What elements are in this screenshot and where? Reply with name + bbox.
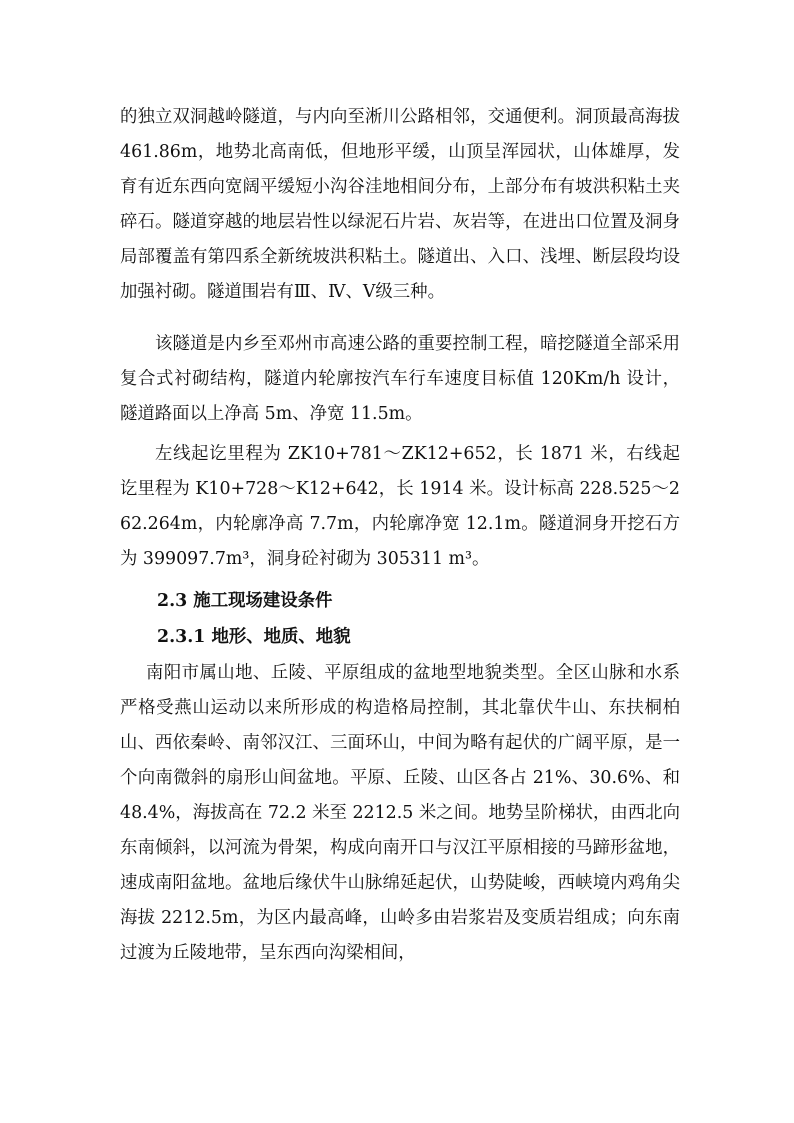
paragraph-tunnel-mileage: 左线起讫里程为 ZK10+781～ZK12+652，长 1871 米，右线起讫里程为 K10+728～K12+642，长 1914 米。设计标高 228.525～262.264m，内轮廓净高 7.7m，内轮廓净宽 12.1m。隧道洞身开挖石方为 399097.7m³，洞身砼衬砌为 305311 m³。 [120, 444, 680, 569]
section-heading-2-3: 2.3 施工现场建设条件 [157, 591, 333, 611]
subsection-heading-2-3-1: 2.3.1 地形、地质、地貌 [157, 627, 351, 647]
paragraph-terrain: 南阳市属山地、丘陵、平原组成的盆地型地貌类型。全区山脉和水系严格受燕山运动以来所形成的构造格局控制，其北靠伏牛山、东扶桐柏山、西依秦岭、南邻汉江、三面环山，中间为略有起伏的广阔平原，是一个向南微斜的扇形山间盆地。平原、丘陵、山区各占 21%、30.6%、和 48.4%，海拔高在 72.2 米至 2212.5 米之间。地势呈阶梯状，由西北向东南倾斜，以河流为骨架，构成向南开口与汉江平原相接的马蹄形盆地，速成南阳盆地。盆地后缘伏牛山脉绵延起伏，山势陡峻，西峡境内鸡角尖海拔 2212.5m，为区内最高峰，山岭多由岩浆岩及变质岩组成；向东南过渡为丘陵地带，呈东西向沟梁相间， [120, 663, 680, 963]
paragraph-tunnel-overview: 的独立双洞越岭隧道，与内向至淅川公路相邻，交通便利。洞顶最高海拔 461.86m，地势北高南低，但地形平缓，山顶呈浑园状，山体雄厚，发育有近东西向宽阔平缓短小沟谷洼地相间分布，上部分布有坡洪积粘土夹碎石。隧道穿越的地层岩性以绿泥石片岩、灰岩等，在进出口位置及洞身局部覆盖有第四系全新统坡洪积粘土。隧道出、入口、浅埋、断层段均设加强衬砌。隧道围岩有Ⅲ、Ⅳ、Ⅴ级三种。 [120, 107, 680, 302]
paragraph-tunnel-structure: 该隧道是内乡至邓州市高速公路的重要控制工程，暗挖隧道全部采用复合式衬砌结构，隧道内轮廓按汽车行车速度目标值 120Km/h 设计，隧道路面以上净高 5m、净宽 11.5m。 [120, 334, 680, 424]
